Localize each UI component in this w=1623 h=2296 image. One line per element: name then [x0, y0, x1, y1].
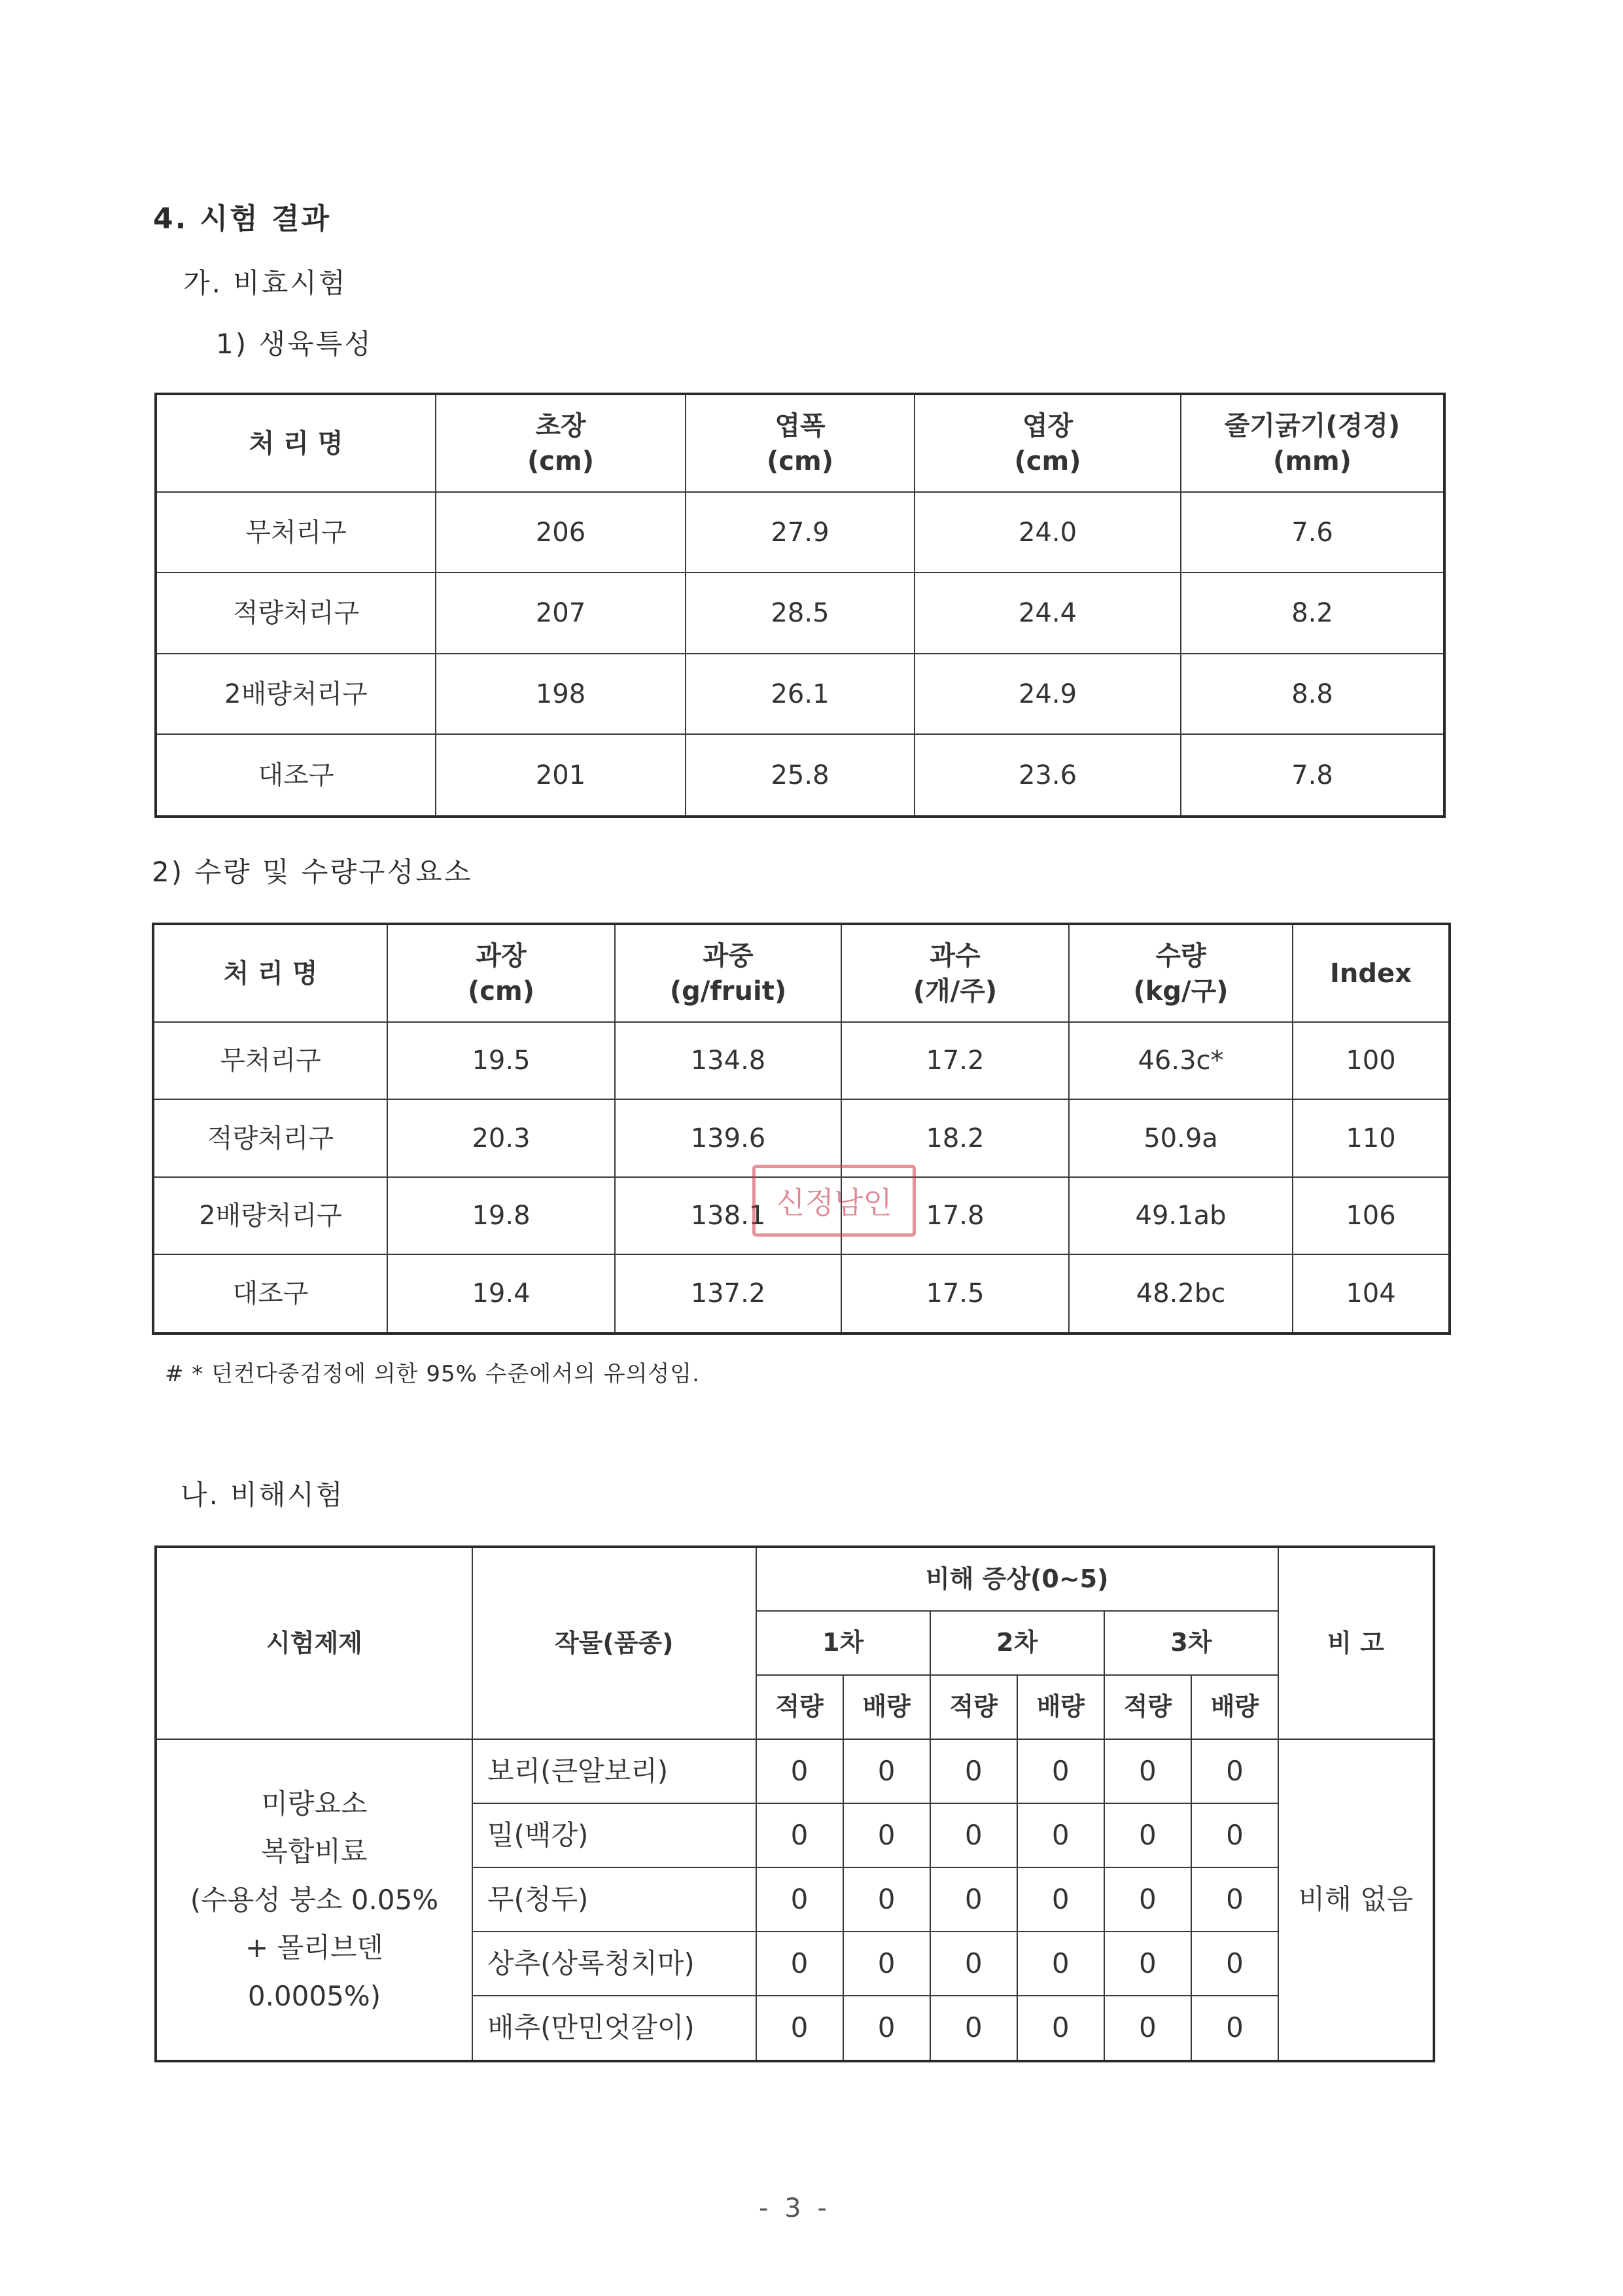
- header-crop: 작물(품종): [472, 1547, 756, 1739]
- cell-treatment: 2배량처리구: [153, 1177, 387, 1254]
- subsection-title-a1: 1) 생육특성: [216, 328, 373, 360]
- cell-value: 49.1ab: [1069, 1177, 1293, 1254]
- cell-value: 48.2bc: [1069, 1254, 1293, 1333]
- cell-treatment: 대조구: [156, 734, 436, 817]
- cell-value: 0: [930, 1867, 1017, 1932]
- cell-value: 137.2: [615, 1254, 841, 1333]
- cell-value: 0: [1017, 1996, 1104, 2061]
- header-dose: 적량: [1104, 1675, 1191, 1739]
- cell-value: 134.8: [615, 1022, 841, 1099]
- cell-value: 0: [1191, 1867, 1278, 1932]
- header-index: Index: [1293, 924, 1450, 1022]
- header-round-1: 1차: [756, 1611, 930, 1675]
- cell-value: 0: [843, 1996, 930, 2061]
- cell-value: 100: [1293, 1022, 1450, 1099]
- cell-value: 27.9: [686, 492, 915, 573]
- cell-value: 24.4: [915, 573, 1181, 653]
- section-title: 4. 시험 결과: [153, 202, 331, 236]
- cell-value: 0: [1191, 1803, 1278, 1867]
- header-stem-diameter: 줄기굵기(경경) (mm): [1181, 394, 1444, 492]
- cell-treatment: 적량처리구: [153, 1099, 387, 1176]
- cell-value: 20.3: [387, 1099, 615, 1176]
- cell-treatment: 2배량처리구: [156, 654, 436, 734]
- cell-crop: 상추(상록청치마): [472, 1932, 756, 1996]
- header-symptom: 비해 증상(0~5): [756, 1547, 1278, 1611]
- cell-value: 50.9a: [1069, 1099, 1293, 1176]
- cell-value: 0: [1191, 1932, 1278, 1996]
- cell-value: 0: [1017, 1803, 1104, 1867]
- cell-value: 106: [1293, 1177, 1450, 1254]
- yield-table: [152, 923, 1451, 1335]
- cell-material: 미량요소 복합비료 (수용성 붕소 0.05% + 몰리브덴 0.0005%): [156, 1739, 472, 2061]
- cell-value: 17.2: [841, 1022, 1069, 1099]
- header-treatment: 처 리 명: [156, 394, 436, 492]
- cell-value: 0: [1017, 1739, 1104, 1803]
- header-dose: 배량: [1017, 1675, 1104, 1739]
- cell-value: 23.6: [915, 734, 1181, 817]
- table-row: [156, 573, 1444, 653]
- cell-crop: 밀(백강): [472, 1803, 756, 1867]
- cell-value: 0: [1104, 1932, 1191, 1996]
- cell-value: 0: [930, 1739, 1017, 1803]
- table-row: [156, 492, 1444, 573]
- cell-value: 46.3c*: [1069, 1022, 1293, 1099]
- cell-treatment: 대조구: [153, 1254, 387, 1333]
- cell-value: 207: [436, 573, 686, 653]
- table-row: [156, 654, 1444, 734]
- cell-value: 110: [1293, 1099, 1450, 1176]
- cell-value: 18.2: [841, 1099, 1069, 1176]
- cell-value: 8.8: [1181, 654, 1444, 734]
- cell-value: 0: [930, 1932, 1017, 1996]
- cell-treatment: 적량처리구: [156, 573, 436, 653]
- cell-value: 25.8: [686, 734, 915, 817]
- cell-value: 19.8: [387, 1177, 615, 1254]
- cell-treatment: 무처리구: [156, 492, 436, 573]
- cell-value: 198: [436, 654, 686, 734]
- cell-remark: 비해 없음: [1278, 1739, 1434, 2061]
- cell-value: 0: [1191, 1739, 1278, 1803]
- cell-value: 0: [843, 1739, 930, 1803]
- header-yield: 수량 (kg/구): [1069, 924, 1293, 1022]
- cell-value: 138.1: [615, 1177, 841, 1254]
- cell-value: 206: [436, 492, 686, 573]
- header-dose: 적량: [930, 1675, 1017, 1739]
- subsection-title-b: 나. 비해시험: [181, 1479, 345, 1511]
- footnote: # * 던컨다중검정에 의한 95% 수준에서의 유의성임.: [165, 1361, 700, 1387]
- cell-value: 0: [1017, 1932, 1104, 1996]
- cell-value: 0: [843, 1932, 930, 1996]
- seal-stamp: 신정남인: [752, 1165, 916, 1237]
- growth-table: [154, 393, 1446, 818]
- cell-value: 0: [756, 1867, 843, 1932]
- header-material: 시험제제: [156, 1547, 472, 1739]
- cell-value: 19.5: [387, 1022, 615, 1099]
- cell-value: 8.2: [1181, 573, 1444, 653]
- cell-value: 19.4: [387, 1254, 615, 1333]
- cell-value: 0: [1104, 1867, 1191, 1932]
- cell-value: 0: [930, 1803, 1017, 1867]
- header-leaf-length: 엽장 (cm): [915, 394, 1181, 492]
- header-dose: 배량: [843, 1675, 930, 1739]
- cell-value: 104: [1293, 1254, 1450, 1333]
- cell-value: 0: [843, 1867, 930, 1932]
- cell-value: 0: [1104, 1996, 1191, 2061]
- header-leaf-width: 엽폭 (cm): [686, 394, 915, 492]
- header-dose: 배량: [1191, 1675, 1278, 1739]
- cell-value: 24.9: [915, 654, 1181, 734]
- phytotoxicity-table: [154, 1545, 1435, 2062]
- cell-value: 0: [756, 1996, 843, 2061]
- cell-crop: 보리(큰알보리): [472, 1739, 756, 1803]
- table-header-row: [156, 1547, 1434, 1611]
- cell-value: 7.6: [1181, 492, 1444, 573]
- subsection-title-a: 가. 비효시험: [183, 267, 347, 299]
- cell-value: 17.5: [841, 1254, 1069, 1333]
- cell-value: 0: [1017, 1867, 1104, 1932]
- header-fruit-weight: 과중 (g/fruit): [615, 924, 841, 1022]
- subsection-title-a2: 2) 수량 및 수량구성요소: [152, 856, 473, 888]
- header-fruit-count: 과수 (개/주): [841, 924, 1069, 1022]
- cell-value: 24.0: [915, 492, 1181, 573]
- cell-value: 17.8: [841, 1177, 1069, 1254]
- header-round-2: 2차: [930, 1611, 1104, 1675]
- header-dose: 적량: [756, 1675, 843, 1739]
- cell-value: 0: [1104, 1739, 1191, 1803]
- cell-crop: 무(청두): [472, 1867, 756, 1932]
- table-row: [156, 734, 1444, 817]
- cell-value: 0: [756, 1739, 843, 1803]
- header-fruit-length: 과장 (cm): [387, 924, 615, 1022]
- cell-value: 201: [436, 734, 686, 817]
- cell-value: 28.5: [686, 573, 915, 653]
- cell-value: 139.6: [615, 1099, 841, 1176]
- cell-value: 0: [843, 1803, 930, 1867]
- table-header-row: [156, 394, 1444, 492]
- cell-value: 0: [1104, 1803, 1191, 1867]
- page-number: - 3 -: [759, 2193, 831, 2223]
- table-row: [156, 1739, 1434, 1803]
- cell-value: 0: [756, 1932, 843, 1996]
- header-remark: 비 고: [1278, 1547, 1434, 1739]
- cell-value: 26.1: [686, 654, 915, 734]
- cell-value: 0: [756, 1803, 843, 1867]
- header-plant-height: 초장 (cm): [436, 394, 686, 492]
- header-treatment: 처 리 명: [153, 924, 387, 1022]
- cell-treatment: 무처리구: [153, 1022, 387, 1099]
- cell-value: 0: [1191, 1996, 1278, 2061]
- cell-crop: 배추(만민엇갈이): [472, 1996, 756, 2061]
- header-round-3: 3차: [1104, 1611, 1278, 1675]
- table-row: [153, 1254, 1450, 1333]
- table-row: [153, 1022, 1450, 1099]
- table-header-row: [153, 924, 1450, 1022]
- cell-value: 7.8: [1181, 734, 1444, 817]
- cell-value: 0: [930, 1996, 1017, 2061]
